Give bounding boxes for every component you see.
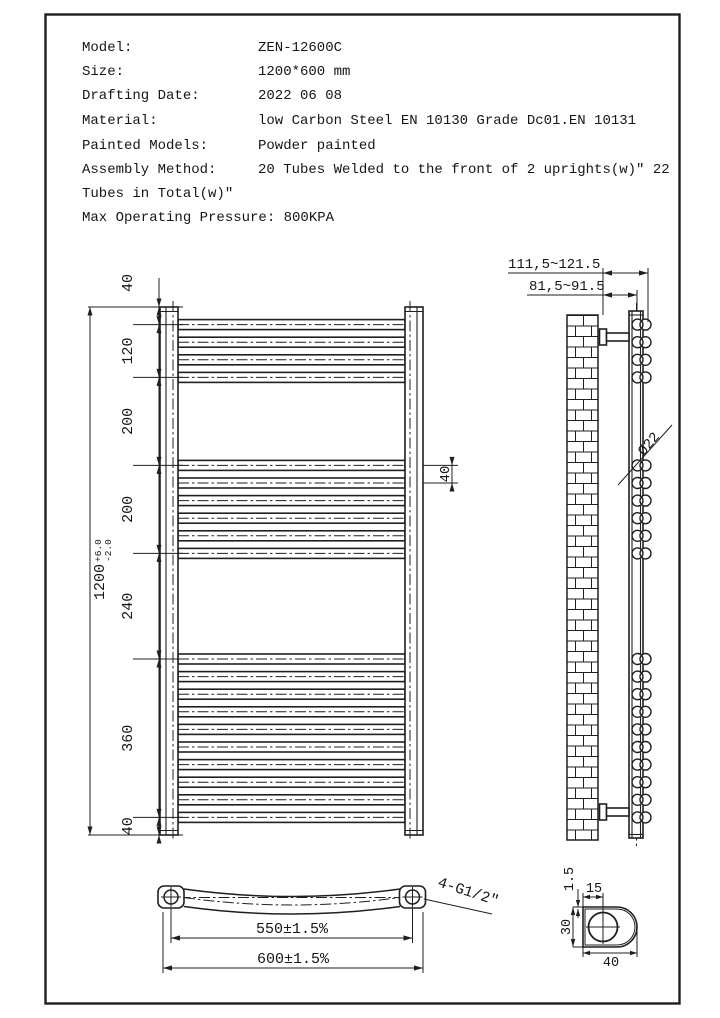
segment-dim-label: 360: [120, 724, 137, 752]
left-upright: [160, 307, 178, 835]
field-value: low Carbon Steel EN 10130 Grade Dc01.EN 10131: [258, 113, 637, 129]
svg-text:-2.0: -2.0: [103, 539, 114, 562]
tube-diameter-dim: Ø22: [635, 429, 664, 460]
field-value: 2022 06 08: [258, 88, 343, 104]
wall-to-upright-dim: 81,5~91.5: [529, 279, 605, 295]
width-dim: 40: [602, 956, 620, 971]
tube-spacing-dim: 40: [438, 465, 454, 483]
segment-dim-label: 40: [120, 817, 137, 836]
segment-dim-label: 200: [120, 407, 137, 435]
segment-dim-label: 200: [120, 495, 137, 523]
wall-thickness-dim: 1.5: [563, 866, 578, 892]
wall-section: [567, 315, 598, 840]
field-label: Painted Models:: [82, 138, 209, 154]
max-pressure-line: Max Operating Pressure: 800KPA: [82, 210, 335, 226]
field-label: Material:: [82, 113, 158, 129]
fitting-thread-label: 4-G1/2": [435, 874, 501, 911]
field-value: 20 Tubes Welded to the front of 2 uprights(w)" 22: [258, 162, 670, 178]
wall-bracket-arm: [607, 333, 630, 341]
assembly-continuation: Tubes in Total(w)": [82, 186, 234, 202]
field-label: Drafting Date:: [82, 88, 200, 104]
field-value: 1200*600 mm: [258, 64, 351, 80]
wall-bracket-plate: [600, 329, 607, 345]
centers-width-dim: 550±1.5%: [255, 921, 329, 938]
segment-dim-label: 240: [120, 592, 137, 620]
field-value: Powder painted: [258, 138, 376, 154]
depth-dim: 30: [560, 918, 575, 936]
hole-offset-dim: 15: [585, 882, 603, 897]
field-label: Assembly Method:: [82, 162, 217, 178]
overall-width-dim: 600±1.5%: [256, 951, 330, 968]
wall-bracket-plate: [600, 804, 607, 820]
field-label: Size:: [82, 64, 125, 80]
field-value: ZEN-12600C: [258, 40, 343, 56]
wall-to-tubes-dim: 111,5~121.5: [508, 257, 601, 273]
right-upright: [405, 307, 423, 835]
field-label: Model:: [82, 40, 133, 56]
svg-text:+6.0: +6.0: [93, 539, 104, 562]
segment-dim-label: 40: [120, 273, 137, 293]
wall-bracket-arm: [607, 808, 630, 816]
svg-text:1200: 1200: [92, 563, 109, 601]
segment-dim-label: 120: [120, 337, 137, 365]
